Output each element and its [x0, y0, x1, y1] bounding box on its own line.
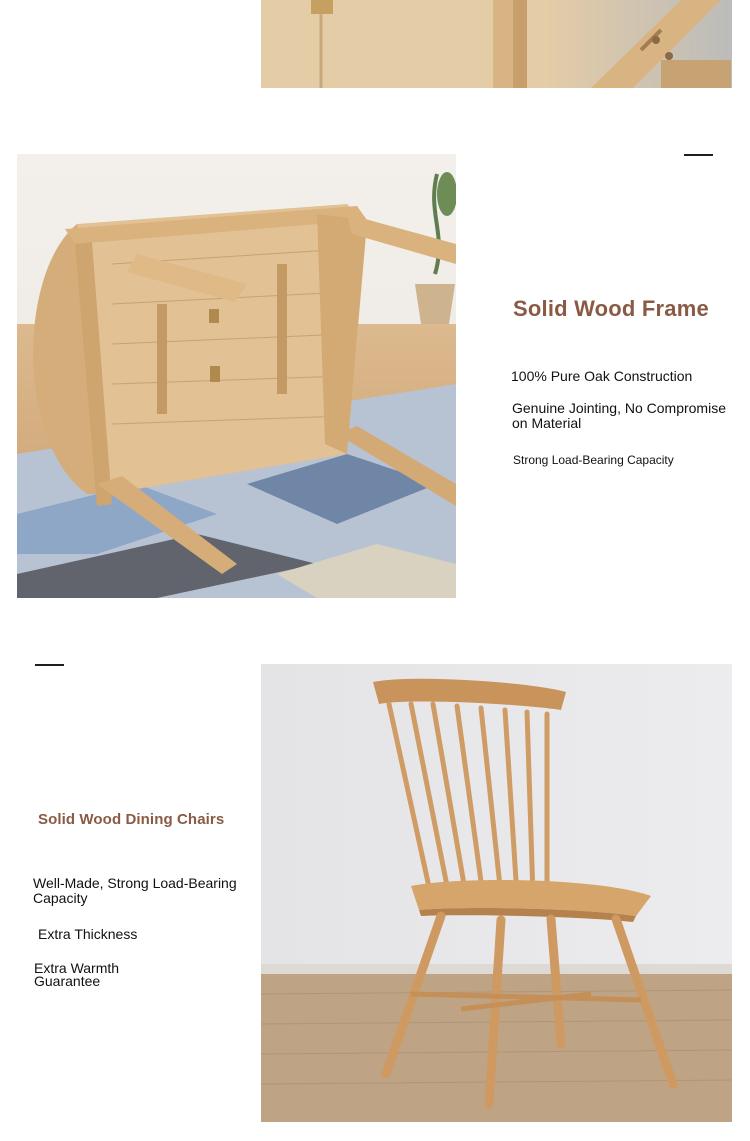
frame-feature-load: Strong Load-Bearing Capacity — [513, 453, 674, 467]
frame-feature-jointing: Genuine Jointing, No Compromise on Material — [512, 400, 726, 431]
chairs-heading: Solid Wood Dining Chairs — [38, 811, 225, 828]
windsor-chair-photo — [261, 664, 732, 1122]
chair-feature-thickness: Extra Thickness — [38, 926, 138, 942]
chair-feature-load: Well-Made, Strong Load-Bearing Capacity — [33, 875, 237, 906]
frame-heading: Solid Wood Frame — [513, 296, 709, 321]
frame-feature-oak: 100% Pure Oak Construction — [511, 368, 693, 384]
decorative-line — [684, 154, 713, 156]
chair-feature-warmth: Extra Warmth Guarantee — [34, 960, 120, 989]
decorative-line — [35, 664, 64, 666]
folding-table-underside-photo — [17, 154, 456, 598]
table-underside-photo-top — [261, 0, 732, 88]
